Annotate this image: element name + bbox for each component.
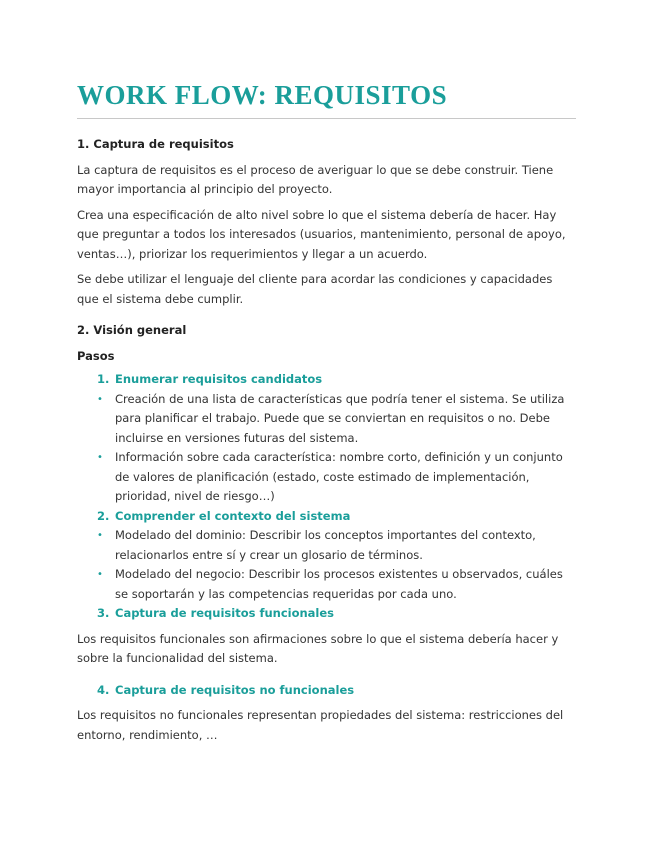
step-number: 1.: [97, 372, 110, 386]
section-heading-vision: 2. Visión general: [77, 323, 187, 337]
step-item: [77, 370, 577, 390]
bullet-item: [77, 565, 577, 604]
step-label: Comprender el contexto del sistema: [115, 508, 351, 523]
step-number: 2.: [97, 508, 110, 523]
bullet-icon: •: [97, 452, 103, 463]
bullet-item: [77, 390, 577, 449]
bullet-item: [77, 448, 577, 507]
paragraph: Los requisitos no funcionales representan propiedades del sistema: restricciones del entorno, rendimiento, …: [77, 708, 564, 742]
step-label: Enumerar requisitos candidatos: [115, 372, 323, 386]
bullet-item: [77, 526, 577, 565]
step-item: [77, 681, 577, 701]
bullet-icon: •: [97, 530, 103, 541]
step-number: 4.: [97, 682, 110, 697]
step-item: [77, 507, 577, 527]
step-label: Captura de requisitos no funcionales: [115, 682, 355, 697]
page-title: WORK FLOW: REQUISITOS: [77, 80, 448, 110]
step-label: Captura de requisitos funcionales: [115, 606, 335, 620]
document-body: [77, 135, 577, 751]
bullet-text: Información sobre cada característica: nombre corto, definición y un conjunto de valores de planificación (estado, coste estimado de implementación, prioridad, nivel de riesgo…): [115, 450, 563, 503]
subheading-pasos: Pasos: [77, 348, 115, 363]
bullet-icon: •: [97, 569, 103, 580]
section-heading-captura: 1. Captura de requisitos: [77, 137, 234, 151]
paragraph: Los requisitos funcionales son afirmaciones sobre lo que el sistema debería hacer y sobre la funcionalidad del sistema.: [77, 631, 559, 665]
bullet-text: Modelado del dominio: Describir los conceptos importantes del contexto, relacionarlos entre sí y crear un glosario de términos.: [115, 528, 536, 562]
paragraph: Crea una especificación de alto nivel sobre lo que el sistema debería de hacer. Hay que preguntar a todos los interesados (usuarios, mantenimiento, personal de apoyo, ventas…), priorizar los requerimientos y llegar a un acuerdo.: [77, 207, 566, 261]
title-divider: [77, 118, 576, 119]
paragraph: Se debe utilizar el lenguaje del cliente para acordar las condiciones y capacidades que el sistema debe cumplir.: [77, 272, 553, 306]
bullet-text: Creación de una lista de características que podría tener el sistema. Se utiliza para planificar el trabajo. Puede que se conviertan en requisitos o no. Debe incluirse en versiones futuras del sistema.: [115, 391, 565, 445]
paragraph: La captura de requisitos es el proceso de averiguar lo que se debe construir. Tiene mayor importancia al principio del proyecto.: [77, 162, 554, 196]
step-item: [77, 604, 577, 624]
bullet-icon: •: [97, 393, 103, 405]
bullet-text: Modelado del negocio: Describir los procesos existentes u observados, cuáles se soportarán y las competencias requeridas por cada uno.: [115, 567, 563, 601]
step-number: 3.: [97, 606, 110, 620]
